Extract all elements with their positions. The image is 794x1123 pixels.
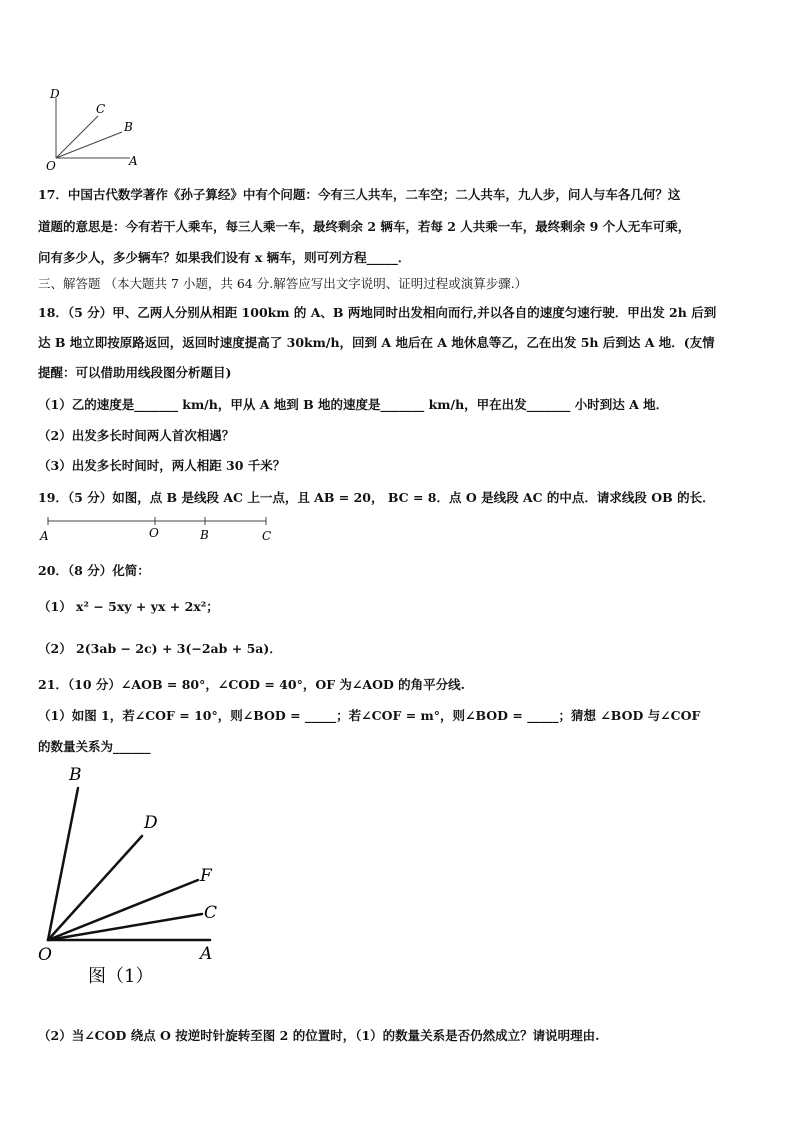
label-c: C [262, 529, 272, 543]
q17-line-3: 问有多少人，多少辆车？如果我们设有 x 辆车，则可列方程_____． [38, 250, 411, 265]
q21-part-2: （2）当∠COD 绕点 O 按逆时针旋转至图 2 的位置时，（1）的数量关系是否仍然成立？请说明理由. [38, 1028, 600, 1043]
label-b: B [69, 765, 82, 785]
q18-part-1: （1）乙的速度是_______ km/h，甲从 A 地到 B 地的速度是_______ km/h，甲在出发_______ 小时到达 A 地． [38, 397, 669, 412]
q21-part-1b: 的数量关系为______ [38, 739, 151, 754]
q20-part-1: （1） x² − 5xy + yx + 2x²； [38, 599, 219, 614]
label-d: D [144, 813, 158, 833]
q18-part-3: （3）出发多长时间时，两人相距 30 千米？ [38, 458, 286, 473]
label-b: B [124, 120, 133, 134]
ray-ob [56, 132, 122, 158]
label-a: A [40, 529, 49, 543]
label-c: C [96, 102, 106, 116]
ray-oc [56, 116, 98, 158]
angle-figure-1 [36, 762, 236, 987]
label-a: A [200, 944, 213, 964]
q18-line-3: 提醒：可以借助用线段图分析题目) [38, 365, 232, 380]
ray-oc [48, 914, 202, 940]
q21-part-1a: （1）如图 1，若∠COF = 10°，则∠BOD = _____；若∠COF = m°，则∠BOD = _____；猜想 ∠BOD 与∠COF [38, 708, 701, 723]
q17-line-2: 道题的意思是：今有若干人乘车，每三人乘一车，最终剩余 2 辆车，若每 2 人共乘一车，最终剩余 9 个人无车可乘， [38, 219, 691, 234]
q19-line-1: 19．（5 分）如图，点 B 是线段 AC 上一点，且 AB = 20， BC = 8．点 O 是线段 AC 的中点．请求线段 OB 的长． [38, 490, 715, 505]
ray-od [48, 836, 142, 940]
label-o: O [149, 526, 159, 540]
q18-line-2: 达 B 地立即按原路返回，返回时速度提高了 30km/h，回到 A 地后在 A 地休息等乙，乙在出发 5h 后到达 A 地．(友情 [38, 335, 715, 350]
label-c: C [204, 903, 218, 923]
figure-caption: 图（1） [88, 966, 154, 987]
q20-part-2: （2） 2(3ab − 2c) + 3(−2ab + 5a)． [38, 641, 282, 656]
segment-figure [40, 512, 280, 542]
ray-of [48, 880, 198, 940]
label-f: F [200, 866, 212, 886]
q20-line-1: 20．（8 分）化简： [38, 563, 150, 578]
label-b: B [200, 528, 209, 542]
section-header: 三、解答题 （本大题共 7 小题，共 64 分.解答应写出文字说明、证明过程或演算步骤.） [38, 276, 528, 291]
label-a: A [129, 154, 138, 168]
ray-ob [48, 788, 78, 940]
q17-line-1: 17．中国古代数学著作《孙子算经》中有个问题：今有三人共车，二车空；二人共车，九人步，问人与车各几何？这 [38, 187, 681, 202]
angle-figure-top [40, 86, 170, 176]
label-o: O [38, 945, 52, 965]
label-o: O [46, 159, 56, 173]
label-d: D [50, 87, 60, 101]
q18-part-2: （2）出发多长时间两人首次相遇？ [38, 428, 235, 443]
q18-line-1: 18．（5 分）甲、乙两人分别从相距 100km 的 A、B 两地同时出发相向而行,并以各自的速度匀速行驶．甲出发 2h 后到 [38, 305, 717, 320]
q21-line-1: 21．（10 分）∠AOB = 80°，∠COD = 40°，OF 为∠AOD 的角平分线. [38, 677, 466, 692]
